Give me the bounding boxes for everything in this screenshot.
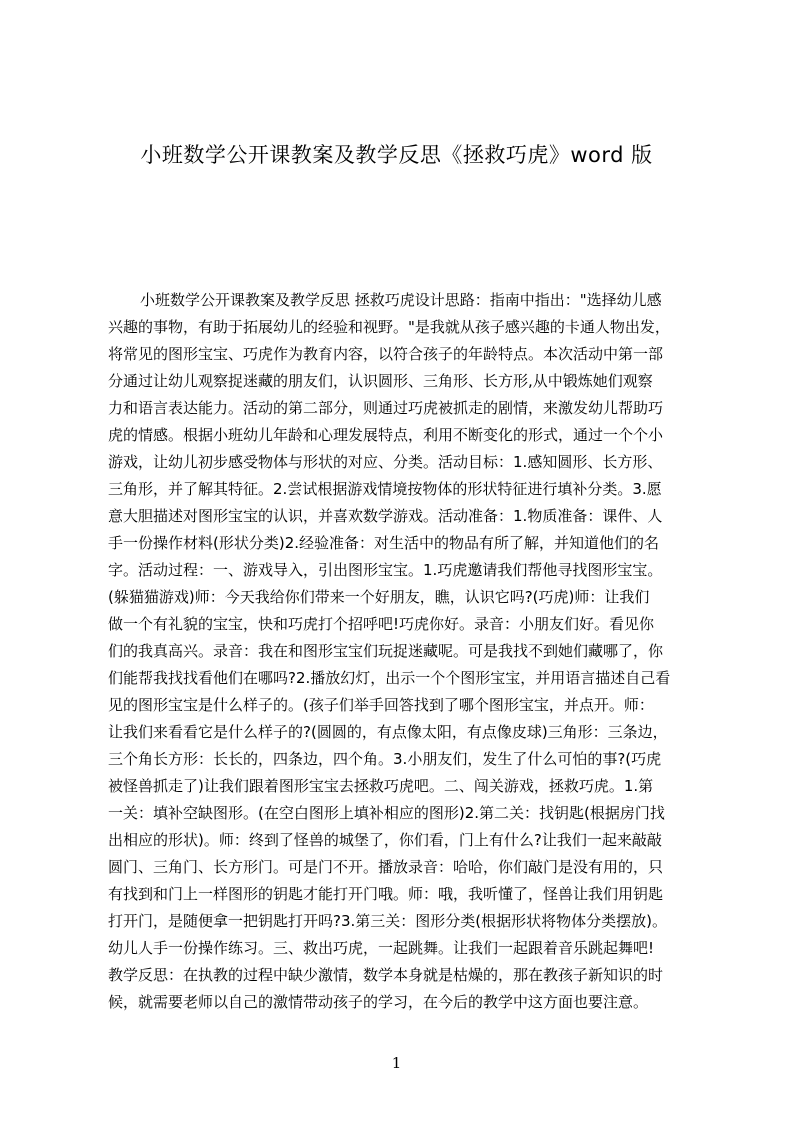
body-line: 做一个有礼貌的宝宝，快和巧虎打个招呼吧!巧虎你好。录音：小朋友们好。看见你 — [108, 615, 655, 633]
body-line: 小班数学公开课教案及教学反思 拯救巧虎设计思路：指南中指出："选择幼儿感 — [140, 291, 662, 309]
body-line: 虎的情感。根据小班幼儿年龄和心理发展特点，利用不断变化的形式，通过一个个小 — [108, 426, 664, 444]
body-line: 幼儿人手一份操作练习。三、救出巧虎，一起跳舞。让我们一起跟着音乐跳起舞吧! — [108, 939, 655, 957]
body-line: 三角形，并了解其特征。2.尝试根据游戏情境按物体的形状特征进行填补分类。3.愿 — [108, 480, 662, 498]
body-line: 让我们来看看它是什么样子的?(圆圆的，有点像太阳，有点像皮球)三角形：三条边， — [108, 723, 668, 741]
body-line: 一关：填补空缺图形。(在空白图形上填补相应的图形)2.第二关：找钥匙(根据房门找 — [108, 804, 665, 822]
body-line: 三个角长方形：长长的，四条边，四个角。3.小朋友们，发生了什么可怕的事?(巧虎 — [108, 750, 662, 768]
body-line: (躲猫猫游戏)师：今天我给你们带来一个好朋友，瞧，认识它吗?(巧虎)师：让我们 — [108, 588, 650, 606]
body-line: 将常见的图形宝宝、巧虎作为教育内容，以符合孩子的年龄特点。本次活动中第一部 — [108, 345, 664, 363]
body-line: 有找到和门上一样图形的钥匙才能打开门哦。师：哦，我听懂了，怪兽让我们用钥匙 — [108, 885, 664, 903]
body-line: 圆门、三角门、长方形门。可是门不开。播放录音：哈哈，你们敲门是没有用的，只 — [108, 858, 664, 876]
body-line: 意大胆描述对图形宝宝的认识，并喜欢数学游戏。活动准备：1.物质准备：课件、人 — [108, 507, 663, 525]
document-title: 小班数学公开课教案及教学反思《拯救巧虎》word 版 — [140, 143, 653, 167]
body-text — [108, 287, 703, 1016]
body-line: 力和语言表达能力。活动的第二部分，则通过巧虎被抓走的剧情，来激发幼儿帮助巧 — [108, 399, 664, 417]
body-line: 出相应的形状)。师：终到了怪兽的城堡了，你们看，门上有什么?让我们一起来敲敲 — [108, 831, 662, 849]
body-line: 兴趣的事物，有助于拓展幼儿的经验和视野。"是我就从孩子感兴趣的卡通人物出发， — [108, 318, 670, 336]
body-line: 们能帮我找找看他们在哪吗?2.播放幻灯，出示一个个图形宝宝，并用语言描述自己看 — [108, 669, 671, 687]
body-line: 候，就需要老师以自己的激情带动孩子的学习，在今后的教学中这方面也要注意。 — [108, 993, 649, 1011]
body-line: 教学反思：在执教的过程中缺少激情，数学本身就是枯燥的，那在教孩子新知识的时 — [108, 966, 664, 984]
body-line: 字。活动过程：一、游戏导入，引出图形宝宝。1.巧虎邀请我们帮他寻找图形宝宝。 — [108, 561, 663, 579]
body-line: 打开门，是随便拿一把钥匙打开吗?3.第三关：图形分类(根据形状将物体分类摆放)。 — [108, 912, 667, 930]
body-line: 们的我真高兴。录音：我在和图形宝宝们玩捉迷藏呢。可是我找不到她们藏哪了，你 — [108, 642, 664, 660]
page-number: 1 — [391, 1054, 402, 1072]
body-line: 分通过让幼儿观察捉迷藏的朋友们，认识圆形、三角形、长方形,从中锻炼她们观察 — [108, 372, 653, 390]
body-line: 游戏，让幼儿初步感受物体与形状的对应、分类。活动目标：1.感知圆形、长方形、 — [108, 453, 663, 471]
body-line: 手一份操作材料(形状分类)2.经验准备：对生活中的物品有所了解，并知道他们的名 — [108, 534, 660, 552]
body-line: 见的图形宝宝是什么样子的。(孩子们举手回答找到了哪个图形宝宝，并点开。师： — [108, 696, 654, 714]
body-line: 被怪兽抓走了)让我们跟着图形宝宝去拯救巧虎吧。二、闯关游戏，拯救巧虎。1.第 — [108, 777, 654, 795]
